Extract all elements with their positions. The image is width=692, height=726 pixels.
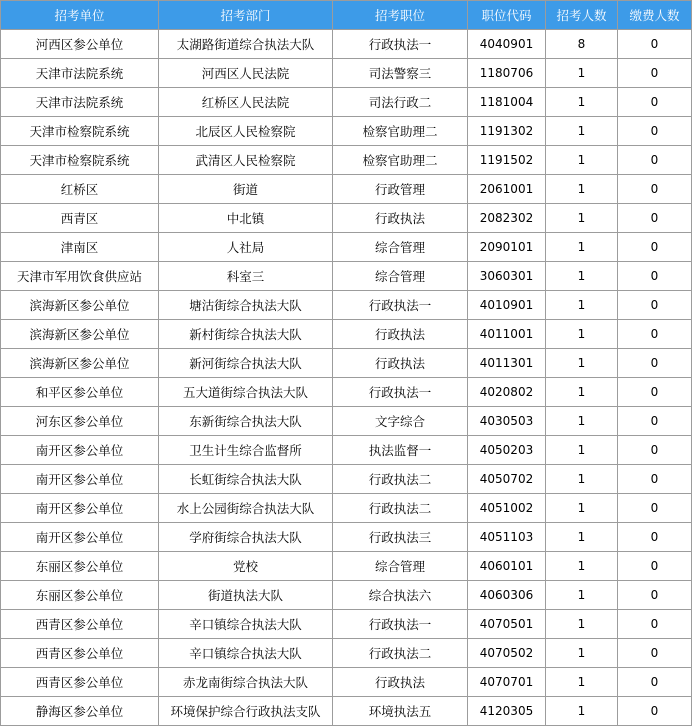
cell-paid-count: 0: [618, 639, 692, 668]
cell-recruit-count: 1: [546, 117, 618, 146]
cell-position-code: 4060306: [468, 581, 546, 610]
cell-recruit-count: 1: [546, 639, 618, 668]
table-row: [1, 436, 692, 465]
cell-paid-count: 0: [618, 146, 692, 175]
cell-unit: 静海区参公单位: [1, 697, 159, 726]
cell-position: 文字综合: [333, 407, 468, 436]
cell-recruit-count: 1: [546, 291, 618, 320]
cell-position-code: 1180706: [468, 59, 546, 88]
cell-paid-count: 0: [618, 697, 692, 726]
cell-position-code: 4040901: [468, 30, 546, 59]
cell-recruit-count: 8: [546, 30, 618, 59]
cell-unit: 南开区参公单位: [1, 523, 159, 552]
cell-department: 卫生计生综合监督所: [159, 436, 333, 465]
cell-department: 新村街综合执法大队: [159, 320, 333, 349]
cell-unit: 东丽区参公单位: [1, 552, 159, 581]
cell-department: 武清区人民检察院: [159, 146, 333, 175]
cell-position-code: 4010901: [468, 291, 546, 320]
table-row: [1, 117, 692, 146]
cell-position: 行政执法二: [333, 465, 468, 494]
table-row: [1, 552, 692, 581]
cell-department: 新河街综合执法大队: [159, 349, 333, 378]
cell-paid-count: 0: [618, 291, 692, 320]
table-row: [1, 349, 692, 378]
cell-position: 行政执法三: [333, 523, 468, 552]
cell-paid-count: 0: [618, 465, 692, 494]
cell-position: 司法行政二: [333, 88, 468, 117]
table-row: [1, 378, 692, 407]
cell-paid-count: 0: [618, 233, 692, 262]
header-department: 招考部门: [159, 1, 333, 30]
cell-position: 检察官助理二: [333, 146, 468, 175]
cell-recruit-count: 1: [546, 465, 618, 494]
cell-unit: 滨海新区参公单位: [1, 349, 159, 378]
header-row: [1, 1, 692, 30]
cell-paid-count: 0: [618, 59, 692, 88]
cell-department: 塘沽街综合执法大队: [159, 291, 333, 320]
cell-recruit-count: 1: [546, 204, 618, 233]
cell-paid-count: 0: [618, 494, 692, 523]
cell-department: 街道执法大队: [159, 581, 333, 610]
cell-position-code: 1181004: [468, 88, 546, 117]
cell-unit: 西青区参公单位: [1, 639, 159, 668]
table-row: [1, 668, 692, 697]
cell-position: 行政执法: [333, 204, 468, 233]
cell-unit: 东丽区参公单位: [1, 581, 159, 610]
cell-position-code: 4020802: [468, 378, 546, 407]
cell-department: 红桥区人民法院: [159, 88, 333, 117]
cell-recruit-count: 1: [546, 88, 618, 117]
cell-unit: 天津市检察院系统: [1, 117, 159, 146]
cell-department: 党校: [159, 552, 333, 581]
table-row: [1, 465, 692, 494]
cell-position-code: 4051103: [468, 523, 546, 552]
cell-recruit-count: 1: [546, 610, 618, 639]
cell-position: 综合管理: [333, 552, 468, 581]
cell-recruit-count: 1: [546, 175, 618, 204]
cell-department: 中北镇: [159, 204, 333, 233]
cell-department: 辛口镇综合执法大队: [159, 610, 333, 639]
table-row: [1, 494, 692, 523]
cell-department: 学府街综合执法大队: [159, 523, 333, 552]
cell-unit: 天津市法院系统: [1, 59, 159, 88]
cell-department: 北辰区人民检察院: [159, 117, 333, 146]
cell-position: 综合执法六: [333, 581, 468, 610]
table-row: [1, 204, 692, 233]
cell-recruit-count: 1: [546, 668, 618, 697]
cell-paid-count: 0: [618, 320, 692, 349]
table-row: [1, 523, 692, 552]
cell-recruit-count: 1: [546, 320, 618, 349]
cell-position: 行政执法: [333, 349, 468, 378]
cell-position-code: 4011301: [468, 349, 546, 378]
cell-unit: 南开区参公单位: [1, 436, 159, 465]
cell-position: 行政执法一: [333, 610, 468, 639]
table-row: [1, 262, 692, 291]
table-row: [1, 581, 692, 610]
cell-position: 行政执法: [333, 668, 468, 697]
header-recruit-count: 招考人数: [546, 1, 618, 30]
cell-recruit-count: 1: [546, 349, 618, 378]
cell-position: 综合管理: [333, 262, 468, 291]
cell-recruit-count: 1: [546, 59, 618, 88]
cell-unit: 滨海新区参公单位: [1, 320, 159, 349]
cell-paid-count: 0: [618, 581, 692, 610]
table-header: [1, 1, 692, 30]
cell-position-code: 4070501: [468, 610, 546, 639]
cell-position: 行政管理: [333, 175, 468, 204]
cell-position: 综合管理: [333, 233, 468, 262]
cell-recruit-count: 1: [546, 407, 618, 436]
cell-paid-count: 0: [618, 88, 692, 117]
cell-department: 五大道街综合执法大队: [159, 378, 333, 407]
cell-paid-count: 0: [618, 204, 692, 233]
cell-position: 行政执法二: [333, 639, 468, 668]
cell-department: 太湖路街道综合执法大队: [159, 30, 333, 59]
cell-department: 东新街综合执法大队: [159, 407, 333, 436]
cell-department: 赤龙南街综合执法大队: [159, 668, 333, 697]
cell-department: 长虹街综合执法大队: [159, 465, 333, 494]
cell-recruit-count: 1: [546, 494, 618, 523]
cell-position-code: 4050702: [468, 465, 546, 494]
cell-recruit-count: 1: [546, 233, 618, 262]
table-body: [1, 30, 692, 726]
cell-recruit-count: 1: [546, 436, 618, 465]
cell-unit: 西青区参公单位: [1, 668, 159, 697]
table-row: [1, 146, 692, 175]
cell-unit: 河东区参公单位: [1, 407, 159, 436]
cell-unit: 西青区: [1, 204, 159, 233]
cell-paid-count: 0: [618, 349, 692, 378]
cell-position: 行政执法: [333, 320, 468, 349]
cell-position-code: 4050203: [468, 436, 546, 465]
cell-position-code: 4120305: [468, 697, 546, 726]
cell-unit: 南开区参公单位: [1, 465, 159, 494]
cell-unit: 天津市法院系统: [1, 88, 159, 117]
header-paid-count: 缴费人数: [618, 1, 692, 30]
cell-position-code: 4070502: [468, 639, 546, 668]
cell-paid-count: 0: [618, 175, 692, 204]
cell-paid-count: 0: [618, 378, 692, 407]
header-position: 招考职位: [333, 1, 468, 30]
cell-unit: 红桥区: [1, 175, 159, 204]
cell-paid-count: 0: [618, 117, 692, 146]
cell-department: 街道: [159, 175, 333, 204]
cell-position-code: 2061001: [468, 175, 546, 204]
cell-recruit-count: 1: [546, 378, 618, 407]
cell-paid-count: 0: [618, 436, 692, 465]
cell-paid-count: 0: [618, 407, 692, 436]
cell-position-code: 2082302: [468, 204, 546, 233]
table-row: [1, 610, 692, 639]
cell-position-code: 1191502: [468, 146, 546, 175]
cell-paid-count: 0: [618, 262, 692, 291]
table-row: [1, 291, 692, 320]
cell-unit: 天津市军用饮食供应站: [1, 262, 159, 291]
cell-recruit-count: 1: [546, 581, 618, 610]
cell-unit: 西青区参公单位: [1, 610, 159, 639]
cell-position-code: 3060301: [468, 262, 546, 291]
cell-position-code: 4030503: [468, 407, 546, 436]
cell-position: 司法警察三: [333, 59, 468, 88]
cell-position: 行政执法二: [333, 494, 468, 523]
cell-department: 科室三: [159, 262, 333, 291]
cell-position: 行政执法一: [333, 378, 468, 407]
cell-department: 辛口镇综合执法大队: [159, 639, 333, 668]
header-position-code: 职位代码: [468, 1, 546, 30]
header-unit: 招考单位: [1, 1, 159, 30]
table-row: [1, 639, 692, 668]
cell-recruit-count: 1: [546, 262, 618, 291]
table-row: [1, 59, 692, 88]
cell-position-code: 4070701: [468, 668, 546, 697]
cell-position-code: 1191302: [468, 117, 546, 146]
table-row: [1, 175, 692, 204]
cell-paid-count: 0: [618, 30, 692, 59]
cell-recruit-count: 1: [546, 697, 618, 726]
cell-position: 行政执法一: [333, 291, 468, 320]
cell-recruit-count: 1: [546, 552, 618, 581]
cell-department: 河西区人民法院: [159, 59, 333, 88]
cell-paid-count: 0: [618, 668, 692, 697]
cell-position-code: 2090101: [468, 233, 546, 262]
cell-department: 人社局: [159, 233, 333, 262]
cell-position: 执法监督一: [333, 436, 468, 465]
cell-unit: 津南区: [1, 233, 159, 262]
table-row: [1, 233, 692, 262]
table-row: [1, 407, 692, 436]
cell-unit: 滨海新区参公单位: [1, 291, 159, 320]
cell-position-code: 4051002: [468, 494, 546, 523]
table-row: [1, 697, 692, 726]
cell-paid-count: 0: [618, 523, 692, 552]
cell-position-code: 4011001: [468, 320, 546, 349]
table-row: [1, 88, 692, 117]
cell-department: 环境保护综合行政执法支队: [159, 697, 333, 726]
cell-position: 环境执法五: [333, 697, 468, 726]
cell-position-code: 4060101: [468, 552, 546, 581]
cell-unit: 和平区参公单位: [1, 378, 159, 407]
table-row: [1, 320, 692, 349]
cell-position: 检察官助理二: [333, 117, 468, 146]
cell-position: 行政执法一: [333, 30, 468, 59]
cell-paid-count: 0: [618, 610, 692, 639]
cell-department: 水上公园街综合执法大队: [159, 494, 333, 523]
cell-unit: 河西区参公单位: [1, 30, 159, 59]
table-row: [1, 30, 692, 59]
cell-unit: 南开区参公单位: [1, 494, 159, 523]
cell-unit: 天津市检察院系统: [1, 146, 159, 175]
cell-paid-count: 0: [618, 552, 692, 581]
cell-recruit-count: 1: [546, 146, 618, 175]
cell-recruit-count: 1: [546, 523, 618, 552]
